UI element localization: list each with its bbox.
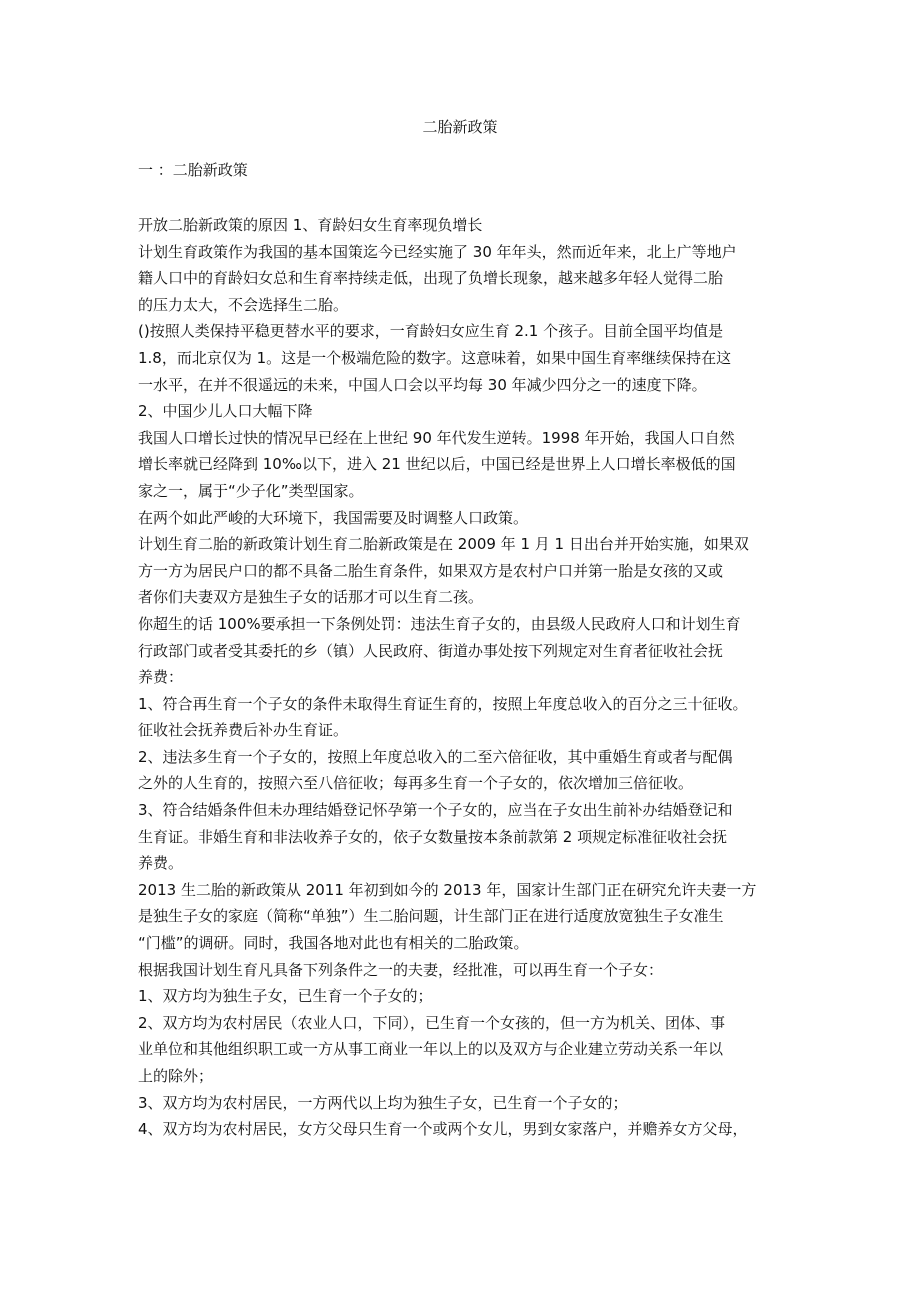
body-line: 3、双方均为农村居民，一方两代以上均为独生子女，已生育一个子女的； (138, 1093, 628, 1112)
body-line: 我国人口增长过快的情况早已经在上世纪 90 年代发生逆转。1998 年开始，我国人口自然 (138, 428, 735, 447)
body-line: ()按照人类保持平稳更替水平的要求，一育龄妇女应生育 2.1 个孩子。目前全国平均值是 (138, 322, 724, 341)
body-line: 你超生的话 100%要承担一下条例处罚：违法生育子女的，由县级人民政府人口和计划生育 (138, 614, 741, 633)
document-body (138, 212, 798, 1143)
body-line: 2013 生二胎的新政策从 2011 年初到如今的 2013 年，国家计生部门正在研究允许夫妻一方 (138, 880, 757, 899)
body-line: 上的除外； (138, 1067, 214, 1085)
body-line: 1、双方均为独生子女，已生育一个子女的； (138, 987, 433, 1006)
body-line: 2、中国少儿人口大幅下降 (138, 402, 313, 421)
body-line: 的压力太大，不会选择生二胎。 (138, 295, 349, 314)
body-line: 计划生育二胎的新政策计划生育二胎新政策是在 2009 年 1 月 1 日出台并开始实施，如果双 (138, 535, 749, 554)
body-line: 2、双方均为农村居民（农业人口，下同），已生育一个女孩的，但一方为机关、团体、事 (138, 1013, 726, 1032)
body-line: 3、符合结婚条件但未办理结婚登记怀孕第一个子女的，应当在子女出生前补办结婚登记和 (138, 801, 733, 820)
body-line: 计划生育政策作为我国的基本国策迄今已经实施了 30 年年头，然而近年来，北上广等地户 (138, 242, 737, 261)
body-line: 业单位和其他组织职工或一方从事工商业一年以上的以及双方与企业建立劳动关系一年以 (138, 1040, 724, 1059)
body-line: 1、符合再生育一个子女的条件未取得生育证生育的，按照上年度总收入的百分之三十征收。 (138, 694, 748, 713)
body-line: 开放二胎新政策的原因 1、育龄妇女生育率现负增长 (138, 216, 483, 234)
body-line: 方一方为居民户口的都不具备二胎生育条件，如果双方是农村户口并第一胎是女孩的又或 (138, 561, 724, 580)
body-line: 增长率就已经降到 10‰以下，进入 21 世纪以后，中国已经是世界上人口增长率极低的国 (138, 455, 736, 474)
body-line: 者你们夫妻双方是独生子女的话那才可以生育二孩。 (138, 588, 484, 607)
body-line: 家之一，属于“少子化”类型国家。 (138, 481, 364, 500)
body-line: 是独生子女的家庭（简称“单独”）生二胎问题，计生部门正在进行适度放宽独生子女准生 (138, 907, 724, 926)
body-line: 养费。 (138, 854, 184, 873)
section-heading: 一 ：二胎新政策 (138, 161, 248, 179)
body-line: 根据我国计划生育凡具备下列条件之一的夫妻，经批准，可以再生育一个子女： (138, 960, 664, 979)
body-line: 一水平，在并不很遥远的未来，中国人口会以平均每 30 年减少四分之一的速度下降。 (138, 375, 707, 394)
body-line: 籍人口中的育龄妇女总和生育率持续走低，出现了负增长现象，越来越多年轻人觉得二胎 (138, 269, 724, 288)
body-line: 之外的人生育的，按照六至八倍征收；每再多生育一个子女的，依次增加三倍征收。 (138, 774, 694, 793)
body-line: 2、违法多生育一个子女的，按照上年度总收入的二至六倍征收，其中重婚生育或者与配偶 (138, 747, 733, 766)
body-line: 行政部门或者受其委托的乡（镇）人民政府、街道办事处按下列规定对生育者征收社会抚 (138, 641, 724, 660)
body-line: 4、双方均为农村居民，女方父母只生育一个或两个女儿，男到女家落户，并赡养女方父母， (138, 1120, 748, 1139)
body-line: 在两个如此严峻的大环境下，我国需要及时调整人口政策。 (138, 508, 529, 527)
body-line: 养费： (138, 668, 184, 687)
body-line: “门槛”的调研。同时，我国各地对此也有相关的二胎政策。 (138, 934, 529, 953)
body-line: 1.8，而北京仅为 1。这是一个极端危险的数字。这意味着，如果中国生育率继续保持在这 (138, 348, 732, 367)
body-line: 征收社会抚养费后补办生育证。 (138, 721, 349, 740)
body-line: 生育证。非婚生育和非法收养子女的，依子女数量按本条前款第 2 项规定标准征收社会抚 (138, 827, 728, 846)
document-title: 二胎新政策 (422, 118, 498, 136)
